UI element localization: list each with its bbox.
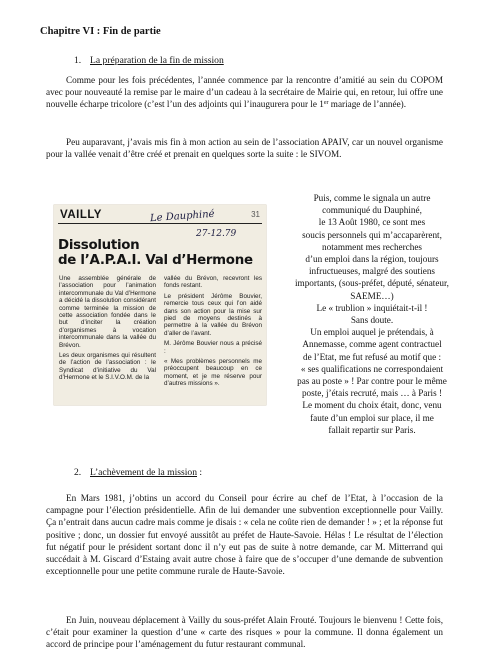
- paragraph-4: En Juin, nouveau déplacement à Vailly du sous-préfet Alain Frouté. Toujours le bienvenu ! Cette fois, c’était pour examiner la question d’une « carte des risques » pour la commune. Il donna également un accord de principe pour l’aménagement du futur restaurant communal.: [46, 615, 443, 650]
- section-1-number: 1.: [74, 55, 82, 66]
- chapter-title: Chapitre VI : Fin de partie: [40, 26, 161, 37]
- side-line: infructueuses, malgré des soutiens: [308, 266, 436, 277]
- section-2-number: 2.: [74, 467, 82, 478]
- clipping-town: VAILLY: [60, 209, 102, 221]
- clipping-headline-line-2: de l’A.P.A.I. Val d’Hermone: [58, 253, 253, 268]
- paragraph-1-superscript: er: [323, 100, 329, 107]
- side-line: poste, j’étais recruté, mais … à Paris !: [301, 388, 443, 399]
- side-line: « ses qualifications ne correspondaient: [300, 363, 444, 374]
- side-line: soucis personnels qui m’accaparèrent,: [302, 229, 442, 240]
- clipping-column-right: [164, 275, 262, 391]
- side-line: Le moment du choix était, donc, venu: [302, 400, 442, 411]
- clipping-left-paragraph: Les deux organismes qui résultent de l’action de l’association : le Syndicat d’initiative du Val d’Hermone et le S.I.V.O.M. de la: [59, 352, 156, 382]
- side-line: communiqué du Dauphiné,: [322, 205, 422, 216]
- section-2-title-wrap: [90, 467, 202, 478]
- clipping-right-paragraph: « Mes problèmes personnels me préoccupent beaucoup en ce moment, et je me réserve pour d’autres missions ».: [164, 358, 262, 388]
- section-1-title: La préparation de la fin de mission: [90, 55, 224, 66]
- side-line: Annemasse, comme agent contractuel: [302, 339, 442, 350]
- section-2-title-colon: :: [197, 467, 203, 478]
- side-line: Un emploi auquel je prétendais, à: [310, 327, 434, 338]
- handwritten-date-note: 27-12.79: [196, 229, 237, 239]
- side-line: d’un emploi dans la région, toujours: [305, 254, 439, 265]
- side-line: de l’Etat, me fut refusé au motif que :: [302, 351, 442, 362]
- clipping-right-paragraph: Le président Jérôme Bouvier, remercie tous ceux qui l’on aidé dans son action pour la mise sur pied de moyens destinés à permettre à la vallée du Brévon d’aller de l’avant.: [164, 292, 262, 337]
- clipping-left-paragraph: Une assemblée générale de l’association pour l’animation intercommunale du Val d’Hermone a décidé la dissolution considérant comme terminée la mission de cette association fondée dans le but d’inciter la création d’organismes à vocation intercommunale dans la vallée du Brévon.: [59, 275, 156, 349]
- side-line: notamment mes recherches: [322, 241, 422, 252]
- clipping-headline-line-1: Dissolution: [58, 238, 140, 253]
- clipping-headline: [58, 238, 253, 268]
- side-line: Puis, comme le signala un autre: [313, 193, 431, 203]
- clipping-column-left: [59, 275, 156, 385]
- paragraph-1-text: Comme pour les fois précédentes, l’année commence par la rencontre d’amitié au sein du COPOM avec pour nouveauté la remise par le maire d’un cadeau à la secrétaire de Mairie qui, en retour, lui offre une nouvelle écharpe tricolore (c’est l’un des adjoints qui l’inaugurera pour le 1: [46, 75, 443, 110]
- handwritten-source-note: Le Dauphiné: [149, 208, 215, 225]
- clipping-right-paragraph: vallée du Brévon, recevront les fonds restant.: [164, 275, 262, 290]
- paragraph-1: [46, 74, 443, 111]
- side-line: pas au poste » ! Par contre pour le même: [297, 376, 447, 387]
- side-line: faute d’un emploi sur place, il me: [310, 412, 434, 423]
- paragraph-3: En Mars 1981, j’obtins un accord du Conseil pour écrire au chef de l’Etat, à l’occasion de la campagne pour l’élection présidentielle. Afin de lui demander une subvention exceptionnelle pour Vailly. Ça n’entrait dans aucun cadre mais comme je disais : « cela ne coûte rien de demander ! » ; et la réponse fut positive ; donc, un dossier fut envoyé aussitôt au préfet de Haute-Savoie. Hélas ! Le résultat de l’élection fut négatif pour le président sortant donc il n’y eut pas de suite à notre demande, car M. Mitterrand qui succédait à M. Giscard d’Estaing avait autre chose à faire que de s’occuper d’une demande de subvention exceptionnelle pour une petite commune rurale de Haute-Savoie.: [46, 493, 443, 577]
- clipping-page-number: 31: [251, 210, 260, 219]
- side-line: fallait repartir sur Paris.: [328, 424, 416, 435]
- side-narrative: [274, 192, 470, 436]
- side-line: SAEME…): [350, 290, 394, 301]
- side-line: Sans doute.: [350, 315, 394, 326]
- side-line: importants, (sous-préfet, député, sénateur,: [295, 278, 449, 289]
- side-line: Le « trublion » inquiétait-t-il !: [316, 302, 428, 313]
- side-line: le 13 Août 1980, ce sont mes: [318, 217, 426, 228]
- paragraph-2: Peu auparavant, j’avais mis fin à mon action au sein de l’association APAIV, car un nouvel organisme pour la vallée venait d’être créé et prenait en quelques sorte la suite : le SIVOM.: [46, 137, 443, 160]
- section-2-title: L’achèvement de la mission: [90, 467, 198, 478]
- newspaper-clipping: [54, 205, 266, 405]
- paragraph-1-end: mariage de l’année).: [328, 99, 407, 110]
- clipping-right-paragraph: M. Jérôme Bouvier nous a précisé :: [164, 340, 262, 355]
